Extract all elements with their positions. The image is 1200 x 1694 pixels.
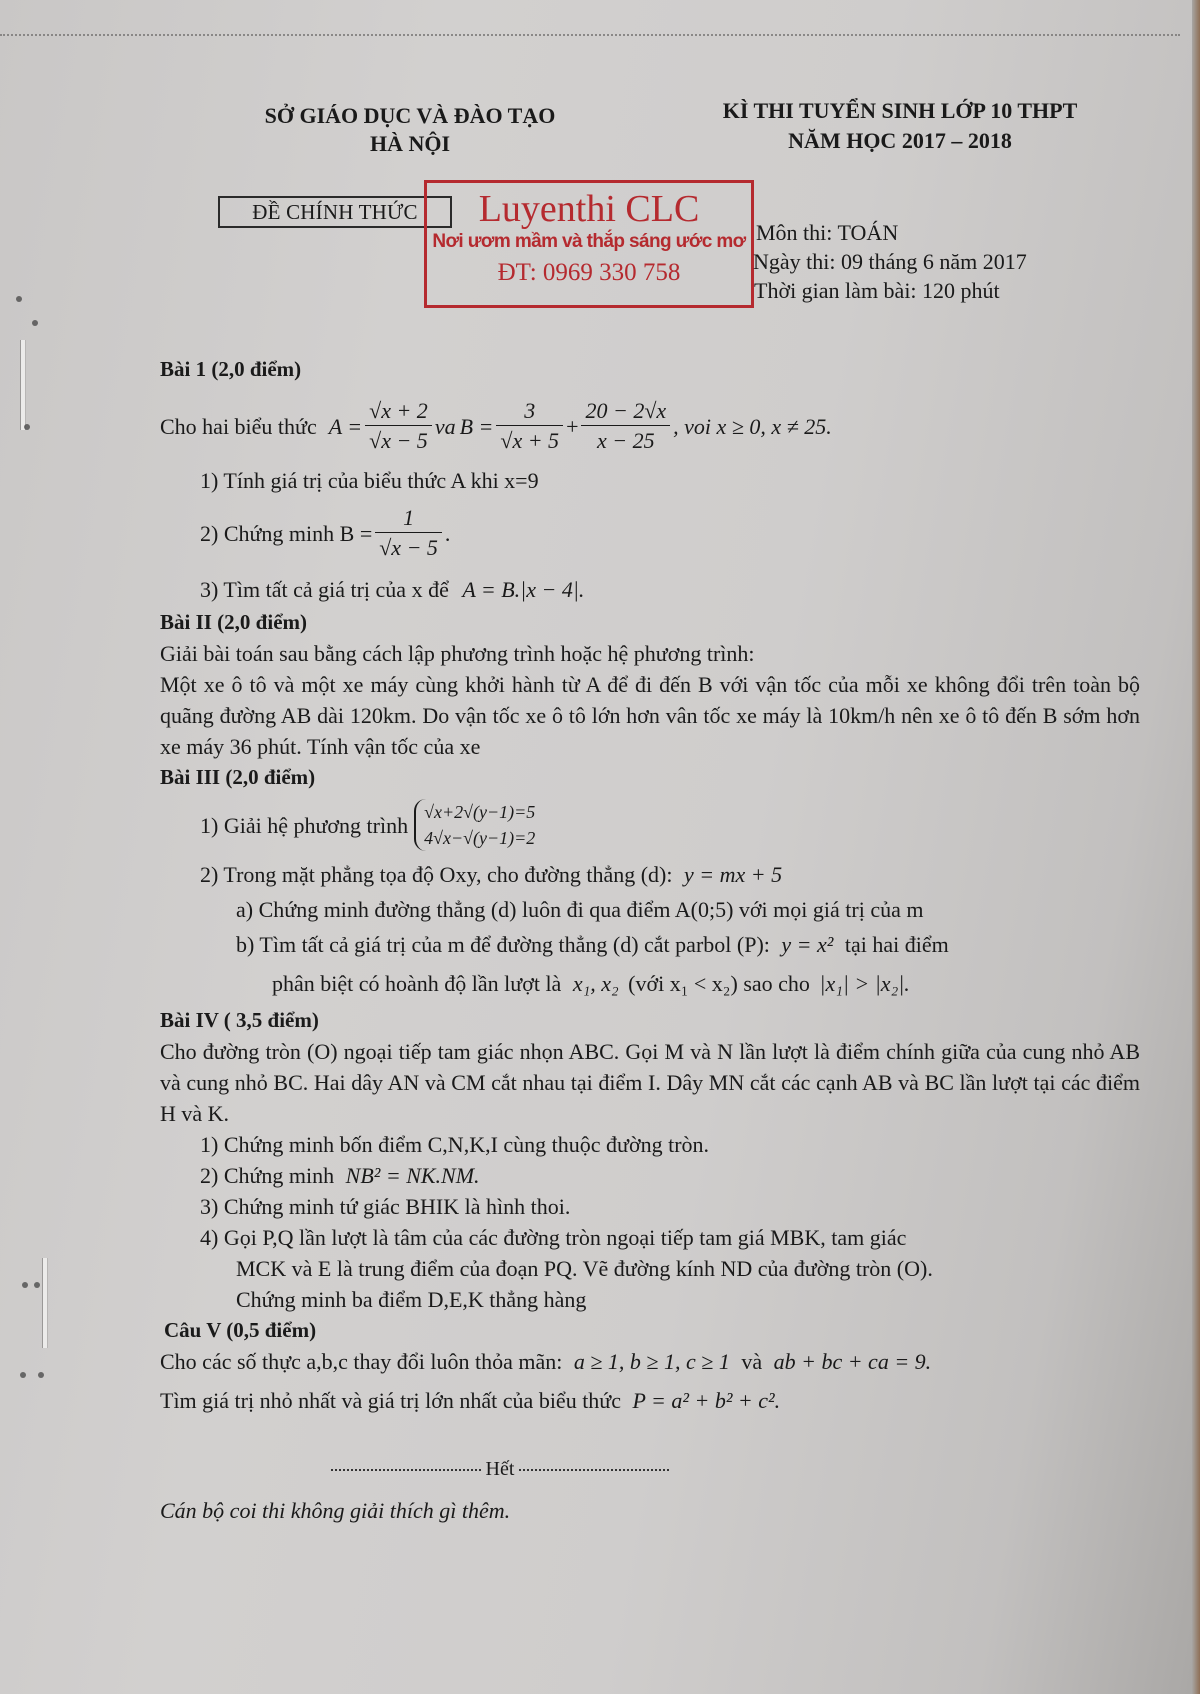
expr-b-lhs: B = [459,413,494,439]
parabola-equation: y = x² [781,932,834,957]
punch-dot [34,1282,40,1288]
bai1-q2-fraction [375,504,442,563]
exam-header [680,96,1120,156]
roots-x1-x2: x₁, x₂ [572,971,619,996]
end-label: Hết [485,1458,515,1480]
expr-b1-numerator: 3 [496,397,563,426]
bai1-expressions [160,391,1140,461]
bai3-qb-line2-mid: sao cho [743,971,810,996]
plus-sign: + [566,413,579,439]
bai3-q1-label: 1) Giải hệ phương trình [200,812,409,838]
bai3-qb-line2 [272,968,1140,999]
cau5-constraints: a ≥ 1, b ≥ 1, c ≥ 1 [573,1349,730,1374]
cau5-line1-text: Cho các số thực a,b,c thay đổi luôn thỏa mãn: [160,1349,563,1374]
bai3-qb [236,929,1140,960]
cau5-expression: P = a² + b² + c². [632,1388,781,1413]
bai1-q2-period: . [444,520,451,546]
expr-a-denominator: √x − 5 [369,427,428,453]
expr-b1-denominator: √x + 5 [500,427,560,453]
punch-dot [32,320,38,326]
bai2-problem: Một xe ô tô và một xe máy cùng khởi hành từ A để đi đến B với vận tốc của mỗi xe không đổi trên toàn bộ quãng đường AB dài 120km. Do vận tốc xe ô tô lớn hơn vân tốc xe máy là 10km/h nên xe ô tô đến B sớm hơn xe máy 36 phút. Tính vận tốc của xe [160,672,1140,759]
domain-condition: , voi x ≥ 0, x ≠ 25. [673,413,832,439]
bai1-q2-numerator: 1 [375,504,442,533]
expr-a-lhs: A = [328,413,363,439]
end-marker [160,1454,840,1485]
bai1-q3 [200,574,1140,605]
expr-a-numerator: √x + 2 [365,397,432,426]
stamp-phone: ĐT: 0969 330 758 [497,259,681,286]
promo-stamp [424,180,754,308]
cau5-sum-condition: ab + bc + ca = 9. [773,1349,932,1374]
paper-edge [1192,0,1200,1694]
expr-b2-numerator: 20 − 2√x [581,397,670,426]
bai3-qb-end: tại hai điểm [844,932,949,957]
official-label: ĐỀ CHÍNH THỨC [218,196,452,228]
bai4-q2-math: NB² = NK.NM. [345,1163,480,1188]
bai3-qa: a) Chứng minh đường thẳng (d) luôn đi qua điểm A(0;5) với mọi giá trị của m [236,897,924,922]
bai3-q1 [200,793,1140,857]
bai1-q2-denominator: √x − 5 [379,534,438,560]
and-word: va [434,413,456,439]
bai3-heading: Bài III (2,0 điểm) [160,765,316,789]
equation-1: √x+2√(y−1)=5 [424,802,536,822]
department-header [225,102,595,158]
bai4-q3: 3) Chứng minh tứ giác BHIK là hình thoi. [200,1194,571,1219]
punch-dot [16,296,22,302]
bai3-q2 [200,859,1140,890]
binding-mark [42,1258,48,1348]
bai3-qb-text: b) Tìm tất cả giá trị của m để đường thẳng (d) cắt parbol (P): [236,932,770,957]
bai4-problem: Cho đường tròn (O) ngoại tiếp tam giác nhọn ABC. Gọi M và N lần lượt là điểm chính giữa của cung nhỏ AB và cung nhỏ BC. Hai dây AN và CM cắt nhau tại điểm I. Dây MN cắt các cạnh AB và BC lần lượt tại các điểm H và K. [160,1039,1140,1126]
school-year: NĂM HỌC 2017 – 2018 [788,128,1012,153]
exam-body [160,354,1140,1526]
expr-b2-denominator: x − 25 [597,427,655,453]
bai4-q4-line2: MCK và E là trung điểm của đoạn PQ. Vẽ đường kính ND của đường tròn (O). [236,1256,933,1281]
exam-title: KÌ THI TUYỂN SINH LỚP 10 THPT [722,98,1078,123]
cau5-and: và [741,1349,763,1374]
cau5-line2 [160,1385,1140,1416]
punch-dot [24,424,30,430]
exam-subject: Môn thi: TOÁN [756,220,899,245]
perforation-line [0,34,1180,36]
dotted-rule-right [519,1469,669,1471]
bai3-q2-text: 2) Trong mặt phẳng tọa độ Oxy, cho đường thẳng (d): [200,862,673,887]
abs-condition: |x₁| > |x₂|. [819,971,910,996]
bai1-q2-label: 2) Chứng minh B = [200,520,373,546]
bai3-qb-line2-text: phân biệt có hoành độ lần lượt là [272,971,562,996]
bai4-q2 [200,1160,1140,1191]
bai1-q2 [200,496,1140,570]
bai4-heading: Bài IV ( 3,5 điểm) [160,1008,319,1032]
cau5-line2-text: Tìm giá trị nhỏ nhất và giá trị lớn nhất của biểu thức [160,1388,621,1413]
stamp-subtitle: Nơi ươm mầm và thắp sáng ước mơ [432,231,746,252]
bai2-instruction: Giải bài toán sau bằng cách lập phương trình hoặc hệ phương trình: [160,641,755,666]
expr-b-fraction-1 [496,397,563,456]
cau5-heading: Câu V (0,5 điểm) [164,1318,317,1342]
punch-dot [22,1282,28,1288]
bai4-q2-label: 2) Chứng minh [200,1163,335,1188]
exam-duration: Thời gian làm bài: 120 phút [754,278,1000,303]
bai4-q1: 1) Chứng minh bốn điểm C,N,K,I cùng thuộc đường tròn. [200,1132,710,1157]
bai1-q3-math: A = B.|x − 4|. [462,577,585,602]
bai1-intro: Cho hai biểu thức [160,413,317,439]
punch-dot [20,1372,26,1378]
department-name: SỞ GIÁO DỤC VÀ ĐÀO TẠO [264,103,556,128]
equation-2: 4√x−√(y−1)=2 [424,828,536,848]
dotted-rule-left [331,1469,481,1471]
bai2-heading: Bài II (2,0 điểm) [160,610,307,634]
bai1-q1: 1) Tính giá trị của biểu thức A khi x=9 [200,468,539,493]
bai1-heading: Bài 1 (2,0 điểm) [160,357,302,381]
expr-b-fraction-2 [581,397,670,456]
exam-date: Ngày thi: 09 tháng 6 năm 2017 [753,249,1027,274]
binding-mark [20,340,26,430]
stamp-title: Luyenthi CLC [478,188,700,230]
line-equation: y = mx + 5 [683,862,783,887]
bai1-q3-label: 3) Tìm tất cả giá trị của x để [200,577,449,602]
bai4-q4-line3: Chứng minh ba điểm D,E,K thẳng hàng [236,1287,587,1312]
bai4-q4-line1: 4) Gọi P,Q lần lượt là tâm của các đường tròn ngoại tiếp tam giá MBK, tam giác [200,1225,907,1250]
expr-a-fraction [365,397,432,456]
proctor-note: Cán bộ coi thi không giải thích gì thêm. [160,1498,511,1523]
equation-system [414,799,535,851]
punch-dot [38,1372,44,1378]
roots-order: (với x₁ < x₂) [628,971,738,996]
exam-info [753,218,1027,305]
city-name: HÀ NỘI [369,131,451,156]
cau5-line1 [160,1346,1140,1377]
